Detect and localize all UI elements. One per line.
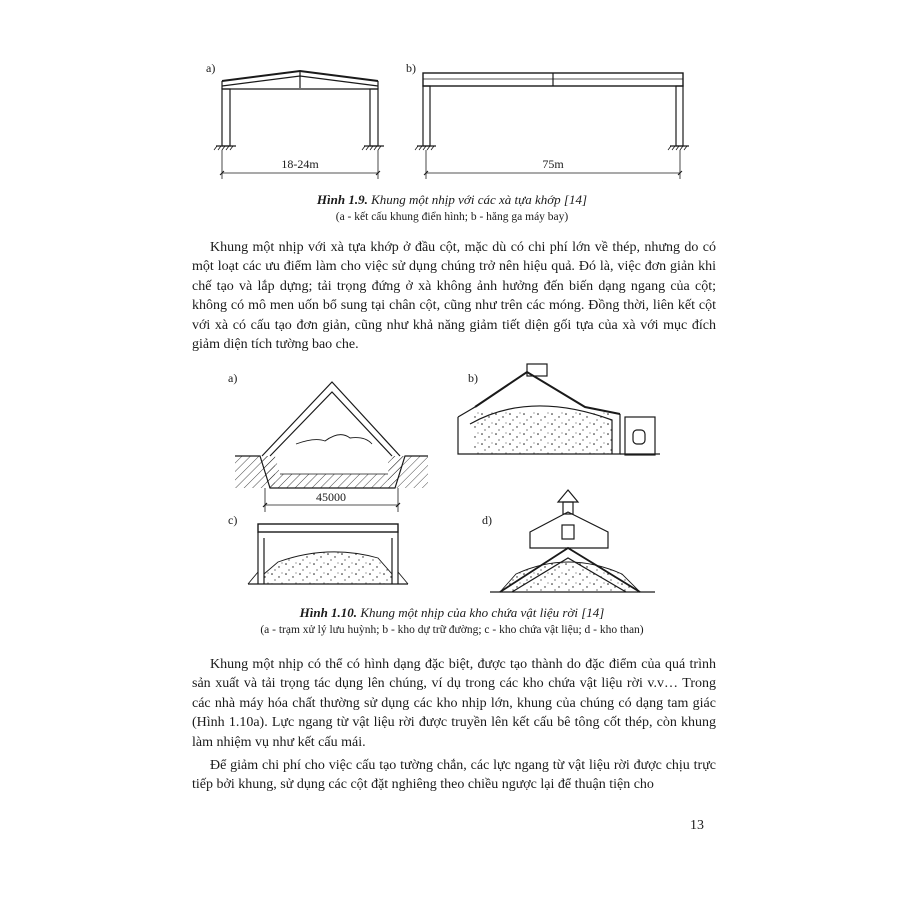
figure-1-9-drawing (200, 55, 700, 185)
figure-1-10c-drawing (248, 524, 408, 584)
figure-1-9-subcaption: (a - kết cấu khung điển hình; b - hăng ga máy bay) (335, 211, 569, 223)
figure-1-10-drawing (200, 362, 700, 600)
figure-1-10-label-d: d) (482, 513, 492, 527)
figure-1-9-dimension-a: 18-24m (281, 157, 319, 171)
figure-1-10-title: Khung một nhịp của kho chứa vật liệu rời [14] (357, 605, 605, 620)
figure-1-10-dimension-a: 45000 (316, 490, 346, 504)
page-number: 13 (690, 818, 704, 833)
paragraph-1: Khung một nhịp với xà tựa khớp ở đầu cột, mặc dù có chi phí lớn về thép, nhưng do có một loạt các ưu điểm làm cho việc sử dụng chúng trở nên hiệu quả. Đó là, việc đơn giản khi chế tạo và lắp dựng; tải trọng đứng ở xà không ảnh hưởng đến biến dạng ngang của cột; không có mô men uốn bổ sung tại chân cột, cũng như trên các móng. Đồng thời, liên kết cột với xà có cấu tạo đơn giản, cũng như khả năng giảm tiết diện gối tựa của xà với mục đích giảm diện tích tường bao che. (192, 240, 716, 353)
figure-1-10-subcaption: (a - trạm xử lý lưu huỳnh; b - kho dự trữ đường; c - kho chứa vật liệu; d - kho than) (260, 624, 644, 636)
figure-1-9-dimension-b: 75m (542, 157, 564, 171)
figure-1-9-label-b: b) (406, 61, 416, 75)
paragraph-3: Để giảm chi phí cho việc cấu tạo tường chắn, các lực ngang từ vật liệu rời được chịu trực tiếp bởi khung, sử dụng các cột đặt nghiêng theo chiều ngược lại để thuận tiện cho (192, 758, 716, 793)
figure-1-10-label-a: a) (228, 371, 238, 385)
figure-1-10-number: Hình 1.10. (299, 605, 358, 620)
figure-1-9-label-a: a) (206, 61, 216, 75)
figure-1-10b-drawing (458, 364, 660, 455)
paragraph-2: Khung một nhịp có thể có hình dạng đặc biệt, được tạo thành do đặc điểm của quá trình sản xuất và tải trọng tác dụng lên chúng, ví dụ trong các kho chứa vật liệu rời v.v… Trong các nhà máy hóa chất thường sử dụng các kho nhịp lớn, khung của chúng có dạng tam giác (Hình 1.10a). Lực ngang từ vật liệu rời được truyền lên kết cấu bê tông cốt thép, còn khung làm nhiệm vụ như kết cấu mái. (192, 657, 716, 750)
figure-1-9-caption (192, 192, 712, 208)
figure-1-10-label-b: b) (468, 371, 478, 385)
figure-1-9-number: Hình 1.9. (316, 192, 368, 207)
figure-1-10-caption (192, 605, 712, 621)
figure-1-9-title: Khung một nhịp với các xà tựa khớp [14] (367, 192, 588, 207)
figure-1-10-label-c: c) (228, 513, 238, 527)
figure-1-10d-drawing (490, 490, 655, 592)
